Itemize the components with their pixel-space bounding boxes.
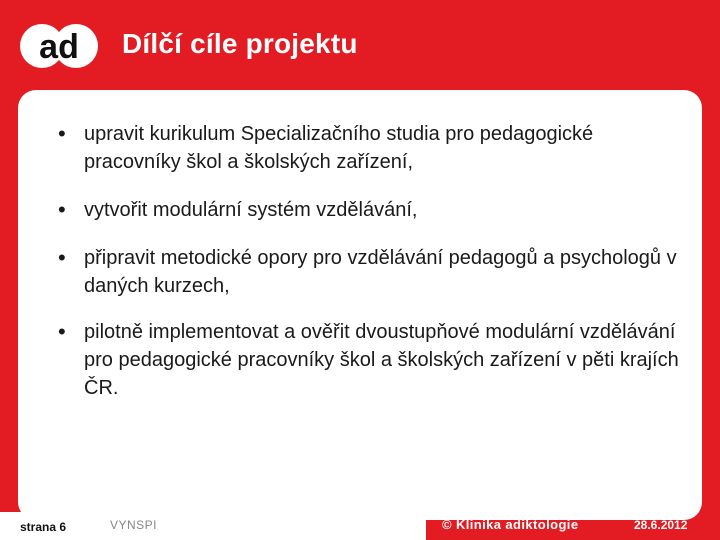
organization-name: © Klinika adiktologie: [442, 517, 579, 532]
svg-text:ad: ad: [39, 28, 79, 66]
bullet-icon: •: [58, 319, 66, 344]
slide-date: 28.6.2012: [634, 518, 688, 532]
list-item: [18, 318, 702, 402]
bullet-icon: •: [58, 121, 66, 146]
bullet-text: upravit kurikulum Specializačního studia pro pedagogické pracovníky škol a školských zařízení,: [84, 123, 594, 173]
footer: [0, 512, 720, 540]
list-item: [18, 120, 702, 176]
project-name: VYNSPI: [110, 518, 158, 532]
list-item: [18, 244, 702, 300]
content-panel: [18, 90, 702, 520]
bullet-icon: •: [58, 245, 66, 270]
page-number: strana 6: [20, 520, 67, 534]
logo: [18, 22, 102, 70]
bullet-text: připravit metodické opory pro vzdělávání pedagogů a psychologů v daných kurzech,: [84, 247, 677, 297]
bullet-text: vytvořit modulární systém vzdělávání,: [84, 199, 418, 221]
page-title: Dílčí cíle projektu: [122, 28, 358, 59]
bullet-text: pilotně implementovat a ověřit dvoustupňové modulární vzdělávání pro pedagogické pracovníky škol a školských zařízení v pěti krajích ČR.: [84, 321, 679, 399]
list-item: [18, 196, 702, 224]
bullet-icon: •: [58, 197, 66, 222]
